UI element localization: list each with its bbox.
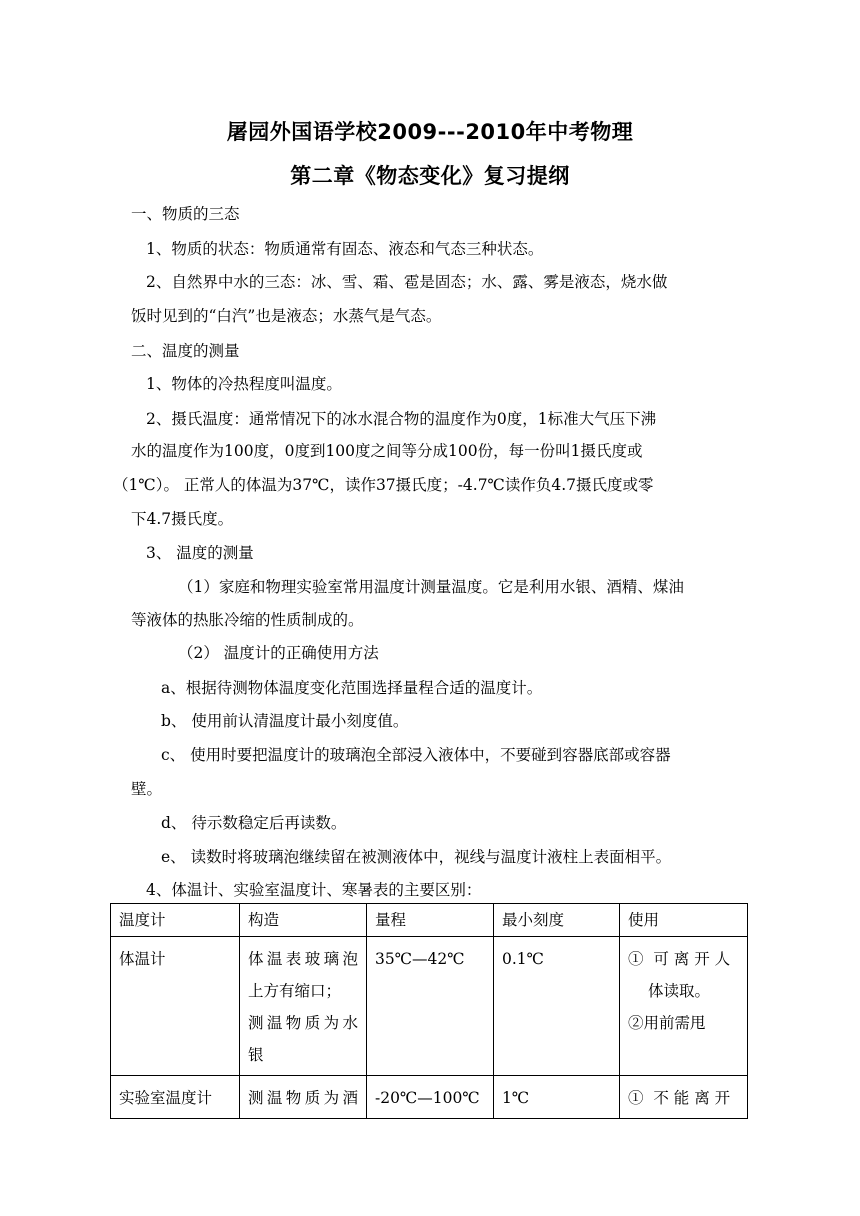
paragraph-line: 水的温度作为100度，0度到100度之间等分成100份，每一份叫1摄氏度或 <box>131 442 643 460</box>
paragraph-line: 2、自然界中水的三态：冰、雪、霜、雹是固态；水、露、雾是液态，烧水做 <box>146 273 668 291</box>
list-item: 壁。 <box>131 780 163 798</box>
paragraph-line: （1℃）。 正常人的体温为37℃，读作37摄氏度；-4.7℃读作负4.7摄氏度或零 <box>113 476 654 494</box>
table-cell-name: 实验室温度计 <box>111 1076 240 1119</box>
table-cell-usage <box>620 937 748 1076</box>
table-cell-min-scale: 0.1℃ <box>494 937 620 1076</box>
cell-line: 体温表玻璃泡 <box>248 950 358 968</box>
table-header-cell: 最小刻度 <box>494 904 620 937</box>
paragraph-line: 4、体温计、实验室温度计、寒暑表的主要区别： <box>146 881 482 899</box>
paragraph-line: （1）家庭和物理实验室常用温度计测量温度。它是利用水银、酒精、煤油 <box>178 578 684 596</box>
table-cell-name: 体温计 <box>111 937 240 1076</box>
paragraph-line: 下4.7摄氏度。 <box>131 510 234 528</box>
table-row <box>111 1076 748 1119</box>
document-title: 屠园外国语学校2009---2010年中考物理 <box>226 120 634 144</box>
paragraph-line: （2） 温度计的正确使用方法 <box>178 644 379 662</box>
table-cell-range: -20℃—100℃ <box>367 1076 494 1119</box>
table-header-cell: 温度计 <box>111 904 240 937</box>
section-heading: 一、物质的三态 <box>131 205 240 223</box>
document-subtitle: 第二章《物态变化》复习提纲 <box>290 164 570 188</box>
paragraph-line: 等液体的热胀冷缩的性质制成的。 <box>131 611 364 629</box>
list-item: d、 待示数稳定后再读数。 <box>161 814 347 832</box>
section-heading: 二、温度的测量 <box>131 342 240 360</box>
cell-line: ① 不 能 离 开 <box>628 1089 731 1107</box>
table-cell-structure <box>240 1076 367 1119</box>
paragraph-line: 1、物体的冷热程度叫温度。 <box>146 375 342 393</box>
table-cell-usage <box>620 1076 748 1119</box>
table-cell-range: 35℃—42℃ <box>367 937 494 1076</box>
cell-line: 银 <box>248 1046 264 1064</box>
list-item: c、 使用时要把温度计的玻璃泡全部浸入液体中，不要碰到容器底部或容器 <box>161 746 671 764</box>
list-item: b、 使用前认清温度计最小刻度值。 <box>161 712 409 730</box>
list-item: a、根据待测物体温度变化范围选择量程合适的温度计。 <box>161 679 543 697</box>
table-header-cell: 使用 <box>620 904 748 937</box>
table-row <box>111 937 748 1076</box>
cell-line: ① 可 离 开 人 <box>628 950 731 968</box>
subsection-heading: 3、 温度的测量 <box>146 544 254 562</box>
cell-line: 体读取。 <box>648 982 711 1000</box>
table-cell-structure <box>240 937 367 1076</box>
paragraph-line: 饭时见到的“白汽”也是液态；水蒸气是气态。 <box>131 307 442 325</box>
paragraph-line: 2、摄氏温度：通常情况下的冰水混合物的温度作为0度，1标准大气压下沸 <box>146 410 657 428</box>
cell-line: 测温物质为水 <box>248 1014 358 1032</box>
list-item: e、 读数时将玻璃泡继续留在被测液体中，视线与温度计液柱上表面相平。 <box>161 848 672 866</box>
cell-line: ②用前需甩 <box>628 1014 706 1032</box>
table-header-cell: 量程 <box>367 904 494 937</box>
paragraph-line: 1、物质的状态：物质通常有固态、液态和气态三种状态。 <box>146 240 544 258</box>
table-header-row <box>111 904 748 937</box>
table-cell-min-scale: 1℃ <box>494 1076 620 1119</box>
cell-line: 上方有缩口； <box>248 982 342 1000</box>
cell-line: 测温物质为酒 <box>248 1089 358 1107</box>
thermometer-comparison-table <box>110 903 748 1119</box>
table-header-cell: 构造 <box>240 904 367 937</box>
